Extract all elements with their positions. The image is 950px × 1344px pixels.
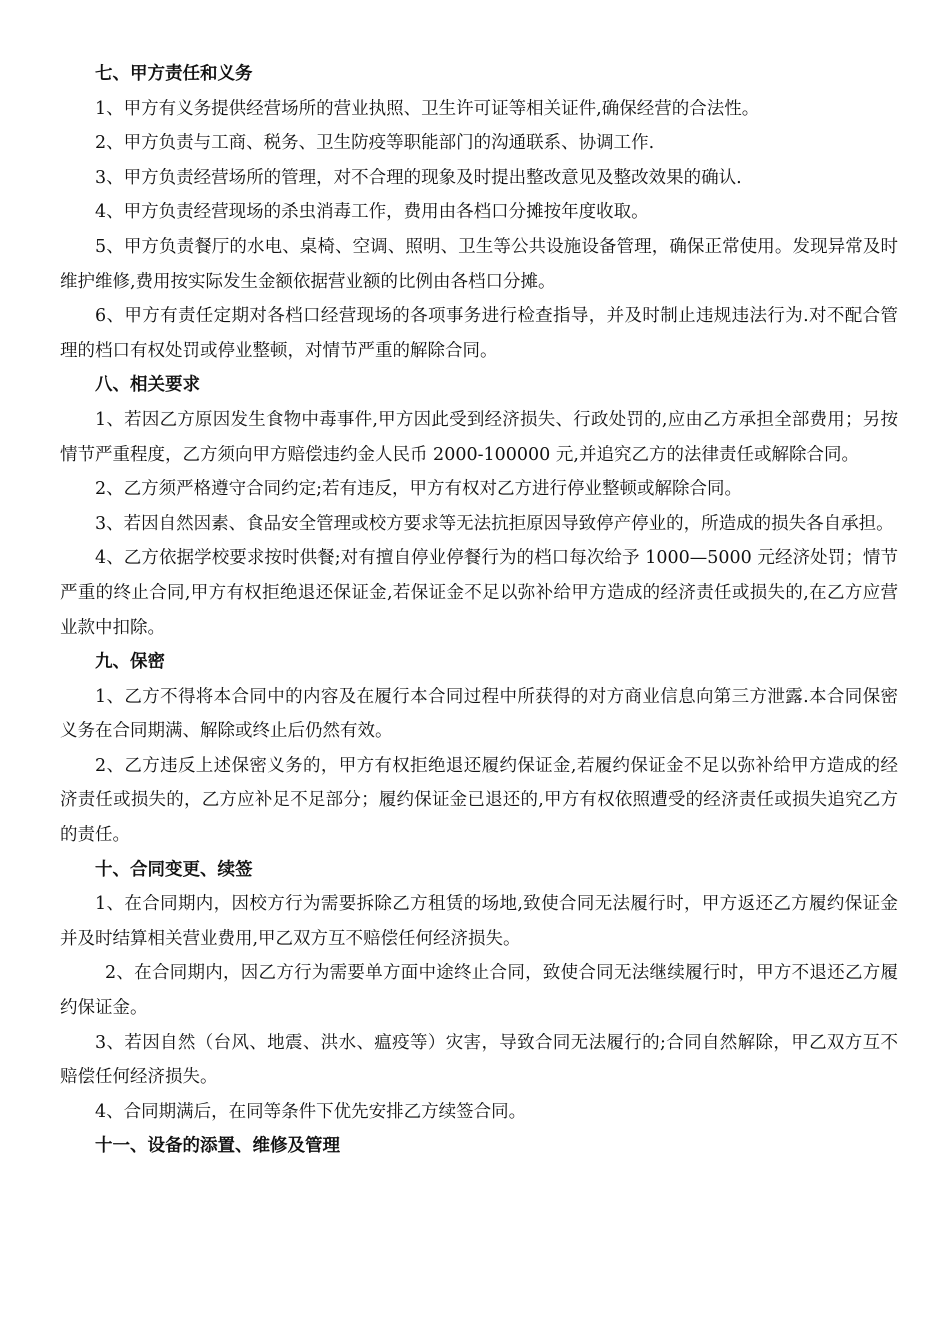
paragraph: 3、若因自然（台风、地震、洪水、瘟疫等）灾害，导致合同无法履行的;合同自然解除，甲乙双方互不赔偿任何经济损失。 [60,1032,898,1088]
paragraph: 3、甲方负责经营场所的管理，对不合理的现象及时提出整改意见及整改效果的确认. [95,167,742,188]
section-heading-7: 七、甲方责任和义务 [95,64,253,84]
section-heading-8: 八、相关要求 [95,375,200,396]
paragraph: 1、若因乙方原因发生食物中毒事件,甲方因此受到经济损失、行政处罚的,应由乙方承担全部费用；另按情节严重程度，乙方须向甲方赔偿违约金人民币 2000-100000 元,并追究乙方的法律责任或解除合同。 [60,409,898,465]
paragraph: 2、在合同期内，因乙方行为需要单方面中途终止合同，致使合同无法继续履行时，甲方不退还乙方履约保证金。 [60,963,898,1019]
paragraph: 1、在合同期内，因校方行为需要拆除乙方租赁的场地,致使合同无法履行时，甲方返还乙方履约保证金并及时结算相关营业费用,甲乙双方互不赔偿任何经济损失。 [60,894,898,949]
paragraph: 3、若因自然因素、食品安全管理或校方要求等无法抗拒原因导致停产停业的，所造成的损失各自承担。 [95,513,894,534]
paragraph: 4、甲方负责经营现场的杀虫消毒工作，费用由各档口分摊按年度收取。 [95,202,649,223]
section-heading-10: 十、合同变更、续签 [95,859,253,880]
paragraph: 4、合同期满后，在同等条件下优先安排乙方续签合同。 [95,1101,527,1122]
paragraph: 6、甲方有责任定期对各档口经营现场的各项事务进行检查指导，并及时制止违规违法行为.对不配合管理的档口有权处罚或停业整顿，对情节严重的解除合同。 [60,306,898,361]
section-heading-11: 十一、设备的添置、维修及管理 [95,1136,340,1157]
paragraph: 2、乙方须严格遵守合同约定;若有违反，甲方有权对乙方进行停业整顿或解除合同。 [95,479,743,500]
paragraph: 5、甲方负责餐厅的水电、桌椅、空调、照明、卫生等公共设施设备管理，确保正常使用。发现异常及时维护维修,费用按实际发生金额依据营业额的比例由各档口分摊。 [60,236,898,292]
document-page [60,57,898,1164]
paragraph: 2、甲方负责与工商、税务、卫生防疫等职能部门的沟通联系、协调工作. [95,133,655,154]
paragraph: 1、乙方不得将本合同中的内容及在履行本合同过程中所获得的对方商业信息向第三方泄露.本合同保密义务在合同期满、解除或终止后仍然有效。 [60,686,898,742]
paragraph: 2、乙方违反上述保密义务的，甲方有权拒绝退还履约保证金,若履约保证金不足以弥补给甲方造成的经济责任或损失的，乙方应补足不足部分；履约保证金已退还的,甲方有权依照遭受的经济责任或损失追究乙方的责任。 [60,755,898,846]
paragraph: 1、甲方有义务提供经营场所的营业执照、卫生许可证等相关证件,确保经营的合法性。 [95,98,760,119]
section-heading-9: 九、保密 [95,652,165,673]
paragraph: 4、乙方依据学校要求按时供餐;对有擅自停业停餐行为的档口每次给予 1000—5000 元经济处罚；情节严重的终止合同,甲方有权拒绝退还保证金,若保证金不足以弥补给甲方造成的经济责任或损失的,在乙方应营业款中扣除。 [60,548,898,638]
